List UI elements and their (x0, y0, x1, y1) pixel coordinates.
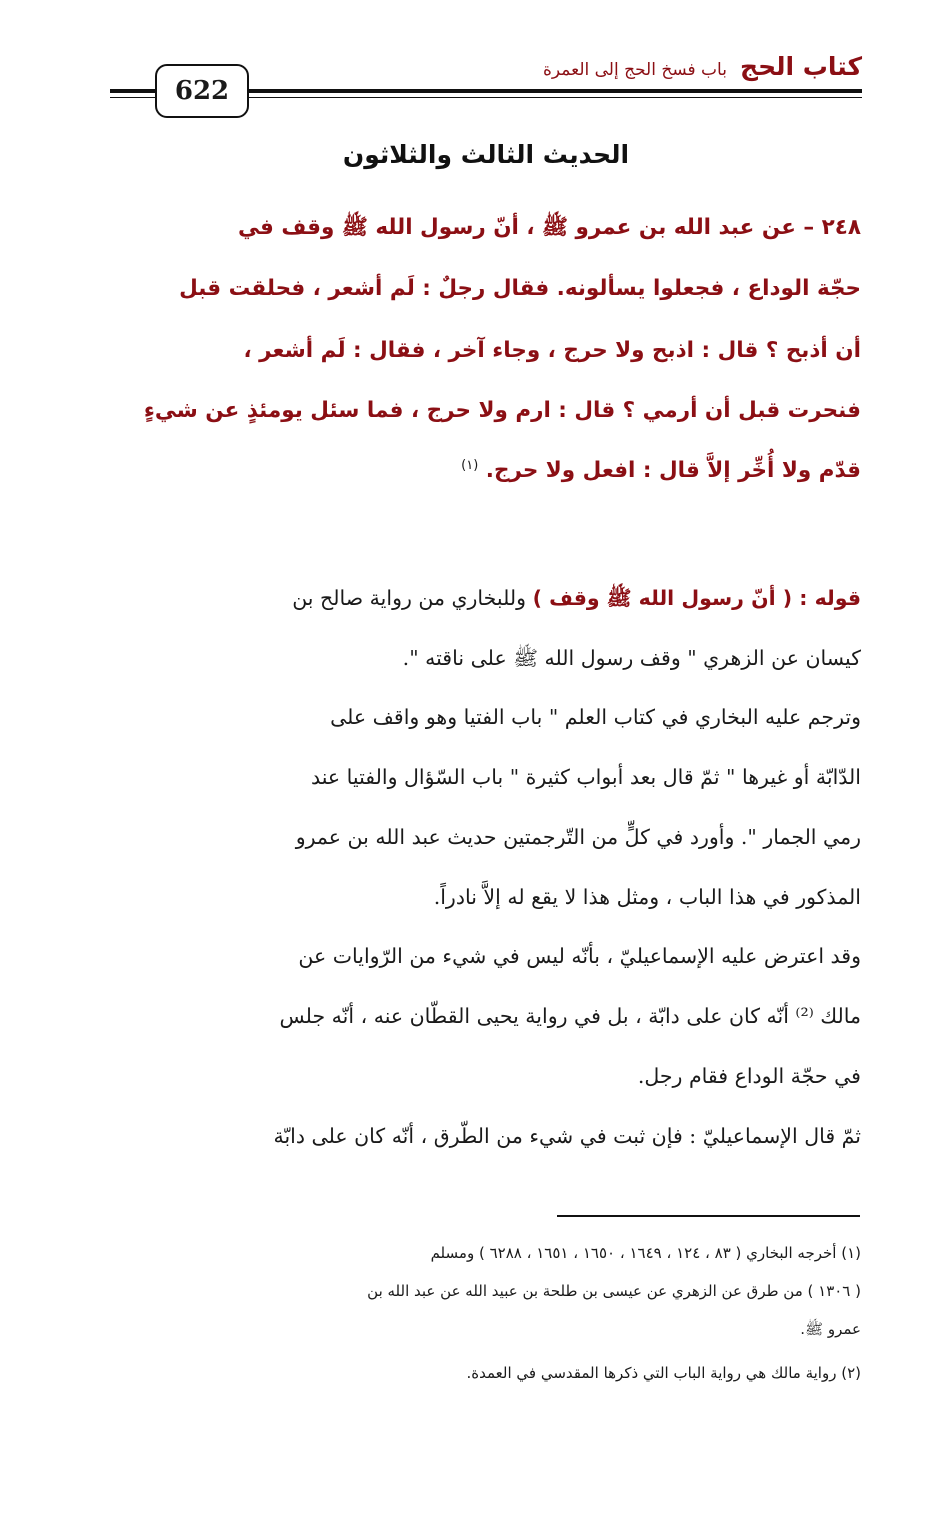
footnote-line: ( ١٣٠٦ ) من طرق عن الزهري عن عيسى بن طلحة بن عبيد الله عن عبد الله بن (367, 1282, 861, 1300)
footnote-line: (٢) رواية مالك هي رواية الباب التي ذكرها المقدسي في العمدة. (466, 1364, 861, 1382)
hadith-line: ٢٤٨ – عن عبد الله بن عمرو ﷺ ، أنّ رسول الله ﷺ وقف في (238, 215, 861, 240)
commentary-line: كيسان عن الزهري " وقف رسول الله ﷺ على ناقته ". (402, 646, 861, 670)
footnote-line: (١) أخرجه البخاري ( ٨٣ ، ١٢٤ ، ١٦٤٩ ، ١٦٥٠ ، ١٦٥١ ، ٦٢٨٨ ) ومسلم (430, 1244, 861, 1262)
footnote-separator (557, 1215, 860, 1217)
hadith-line: فنحرت قبل أن أرمي ؟ قال : ارم ولا حرج ، فما سئل يومئذٍ عن شيءٍ (143, 398, 861, 423)
hadith-line-last (461, 458, 861, 483)
footnote-marker: (١) (461, 458, 479, 473)
hadith-heading: الحديث الثالث والثلاثون (342, 140, 630, 169)
commentary-quote: قوله : ( أنّ رسول الله ﷺ وقف ) (532, 586, 861, 610)
footnote-line: عمرو ﷺ. (800, 1320, 861, 1338)
chapter-title: باب فسخ الحج إلى العمرة (543, 60, 727, 80)
commentary-line: في حجّة الوداع فقام رجل. (637, 1064, 861, 1088)
commentary-line-rest: وللبخاري من رواية صالح بن (292, 586, 533, 610)
commentary-line: المذكور في هذا الباب ، ومثل هذا لا يقع له إلاَّ نادراً. (433, 885, 861, 909)
hadith-line: حجّة الوداع ، فجعلوا يسألونه. فقال رجلٌ : لَم أشعر ، فحلقت قبل (179, 276, 861, 301)
hadith-line-text: قدّم ولا أُخِّر إلاَّ قال : افعل ولا حرج. (485, 458, 861, 484)
commentary-line: مالك ⁽²⁾ أنّه كان على دابّة ، بل في رواية يحيى القطّان عنه ، أنّه جلس (279, 1004, 861, 1028)
commentary-line (292, 586, 861, 616)
commentary-line: وقد اعترض عليه الإسماعيليّ ، بأنّه ليس في شيء من الرّوايات عن (298, 944, 861, 968)
page-number-box (155, 64, 249, 118)
commentary-line: رمي الجمار ". وأورد في كلٍّ من التّرجمتين حديث عبد الله بن عمرو (295, 825, 861, 849)
commentary-line: ثمّ قال الإسماعيليّ : فإن ثبت في شيء من الطّرق ، أنّه كان على دابّة (273, 1124, 861, 1148)
hadith-line: أن أذبح ؟ قال : اذبح ولا حرج ، وجاء آخر ، فقال : لَم أشعر ، (243, 338, 861, 363)
page-number: 622 (174, 76, 230, 106)
commentary-line: الدّابّة أو غيرها " ثمّ قال بعد أبواب كثيرة " باب السّؤال والفتيا عند (310, 765, 861, 789)
commentary-line: وترجم عليه البخاري في كتاب العلم " باب الفتيا وهو واقف على (330, 705, 861, 729)
book-title: كتاب الحج (740, 52, 862, 81)
